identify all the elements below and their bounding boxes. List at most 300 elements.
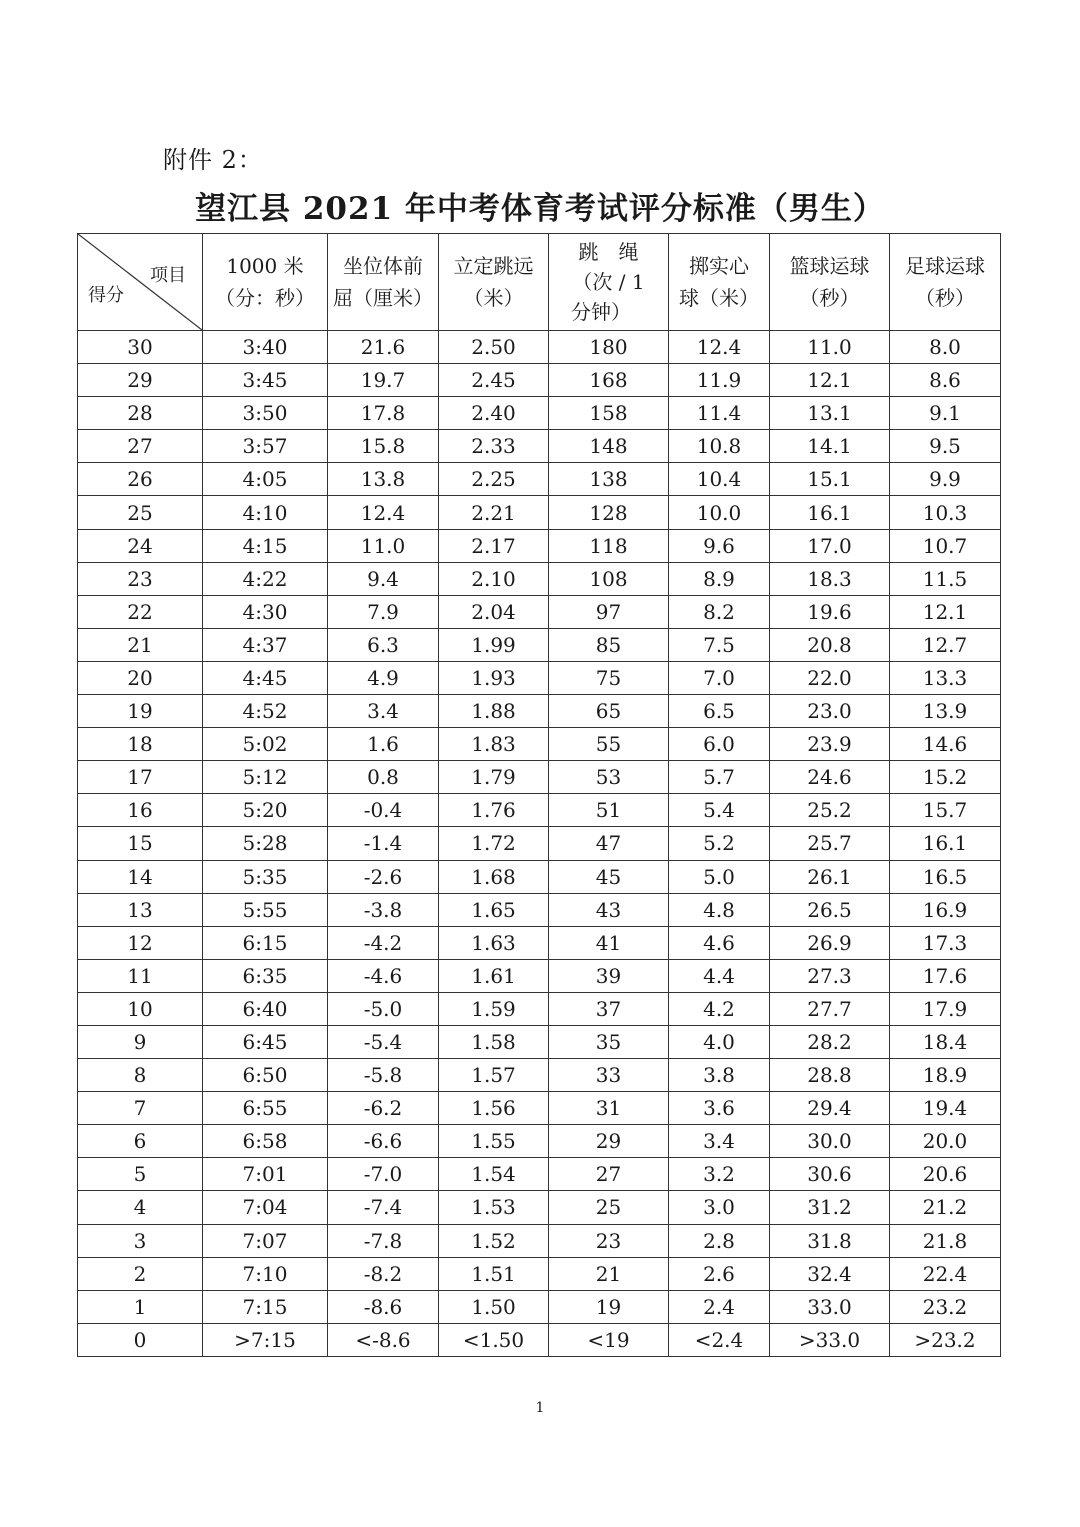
cell-sit-and-reach: 21.6 xyxy=(328,331,439,364)
cell-sit-and-reach: 15.8 xyxy=(328,430,439,463)
table-row xyxy=(78,992,1001,1025)
cell-basketball-dribble: 24.6 xyxy=(770,761,890,794)
cell-standing-long-jump: 1.93 xyxy=(439,661,549,694)
cell-run-1000m: 4:52 xyxy=(203,695,328,728)
cell-medicine-ball: 4.4 xyxy=(669,959,770,992)
cell-score: 27 xyxy=(78,430,203,463)
cell-score: 6 xyxy=(78,1125,203,1158)
cell-sit-and-reach: -5.0 xyxy=(328,992,439,1025)
cell-score: 28 xyxy=(78,397,203,430)
cell-basketball-dribble: 26.9 xyxy=(770,926,890,959)
cell-medicine-ball: 7.0 xyxy=(669,661,770,694)
cell-rope-skipping: 108 xyxy=(549,562,669,595)
cell-football-dribble: 17.9 xyxy=(890,992,1001,1025)
cell-score: 5 xyxy=(78,1158,203,1191)
cell-rope-skipping: 158 xyxy=(549,397,669,430)
table-header-row xyxy=(78,234,1001,331)
cell-basketball-dribble: 18.3 xyxy=(770,562,890,595)
cell-score: 17 xyxy=(78,761,203,794)
cell-standing-long-jump: 1.76 xyxy=(439,794,549,827)
cell-football-dribble: 16.1 xyxy=(890,827,1001,860)
cell-medicine-ball: 4.0 xyxy=(669,1025,770,1058)
document-title: 望江县 2021 年中考体育考试评分标准（男生） xyxy=(195,191,885,227)
cell-basketball-dribble: 23.0 xyxy=(770,695,890,728)
header-line: 立定跳远 xyxy=(453,254,534,278)
header-sit-and-reach xyxy=(328,234,439,331)
cell-medicine-ball: 3.6 xyxy=(669,1092,770,1125)
cell-rope-skipping: 33 xyxy=(549,1059,669,1092)
cell-score: 8 xyxy=(78,1059,203,1092)
cell-football-dribble: 10.3 xyxy=(890,496,1001,529)
cell-score: 19 xyxy=(78,695,203,728)
table-row xyxy=(78,794,1001,827)
cell-basketball-dribble: 16.1 xyxy=(770,496,890,529)
cell-medicine-ball: 5.4 xyxy=(669,794,770,827)
cell-standing-long-jump: 1.61 xyxy=(439,959,549,992)
cell-medicine-ball: 3.0 xyxy=(669,1191,770,1224)
cell-run-1000m: 7:07 xyxy=(203,1224,328,1257)
cell-sit-and-reach: -0.4 xyxy=(328,794,439,827)
cell-run-1000m: 4:10 xyxy=(203,496,328,529)
cell-sit-and-reach: 12.4 xyxy=(328,496,439,529)
cell-football-dribble: >23.2 xyxy=(890,1323,1001,1356)
cell-score: 9 xyxy=(78,1025,203,1058)
cell-standing-long-jump: 2.04 xyxy=(439,595,549,628)
cell-score: 18 xyxy=(78,728,203,761)
cell-football-dribble: 17.3 xyxy=(890,926,1001,959)
cell-run-1000m: 3:57 xyxy=(203,430,328,463)
cell-basketball-dribble: 30.6 xyxy=(770,1158,890,1191)
cell-run-1000m: 6:15 xyxy=(203,926,328,959)
table-row xyxy=(78,860,1001,893)
header-line: （次 / 1 xyxy=(572,270,645,294)
cell-score: 2 xyxy=(78,1257,203,1290)
cell-sit-and-reach: -6.2 xyxy=(328,1092,439,1125)
cell-score: 1 xyxy=(78,1290,203,1323)
cell-sit-and-reach: 13.8 xyxy=(328,463,439,496)
cell-football-dribble: 12.1 xyxy=(890,595,1001,628)
cell-run-1000m: 5:02 xyxy=(203,728,328,761)
cell-sit-and-reach: 7.9 xyxy=(328,595,439,628)
cell-medicine-ball: 4.2 xyxy=(669,992,770,1025)
cell-rope-skipping: 37 xyxy=(549,992,669,1025)
cell-standing-long-jump: 1.53 xyxy=(439,1191,549,1224)
cell-standing-long-jump: 2.17 xyxy=(439,529,549,562)
cell-run-1000m: 3:50 xyxy=(203,397,328,430)
cell-sit-and-reach: 1.6 xyxy=(328,728,439,761)
cell-sit-and-reach: -5.8 xyxy=(328,1059,439,1092)
cell-run-1000m: 3:40 xyxy=(203,331,328,364)
cell-score: 16 xyxy=(78,794,203,827)
cell-rope-skipping: 180 xyxy=(549,331,669,364)
cell-medicine-ball: 10.0 xyxy=(669,496,770,529)
cell-score: 0 xyxy=(78,1323,203,1356)
cell-basketball-dribble: 28.2 xyxy=(770,1025,890,1058)
header-line: 坐位体前 xyxy=(343,254,423,278)
cell-sit-and-reach: -2.6 xyxy=(328,860,439,893)
cell-rope-skipping: 97 xyxy=(549,595,669,628)
cell-score: 21 xyxy=(78,628,203,661)
cell-basketball-dribble: 20.8 xyxy=(770,628,890,661)
table-row xyxy=(78,695,1001,728)
header-1000m xyxy=(203,234,328,331)
scoring-standard-table xyxy=(77,233,1001,1357)
cell-medicine-ball: 8.9 xyxy=(669,562,770,595)
cell-sit-and-reach: -3.8 xyxy=(328,893,439,926)
cell-medicine-ball: 6.0 xyxy=(669,728,770,761)
header-line: （秒） xyxy=(799,286,860,310)
cell-rope-skipping: 21 xyxy=(549,1257,669,1290)
cell-run-1000m: 4:15 xyxy=(203,529,328,562)
table-body xyxy=(78,331,1001,1357)
table-row xyxy=(78,529,1001,562)
cell-rope-skipping: 51 xyxy=(549,794,669,827)
cell-football-dribble: 18.4 xyxy=(890,1025,1001,1058)
cell-medicine-ball: 5.2 xyxy=(669,827,770,860)
cell-medicine-ball: 11.4 xyxy=(669,397,770,430)
cell-basketball-dribble: 26.1 xyxy=(770,860,890,893)
cell-run-1000m: 6:35 xyxy=(203,959,328,992)
cell-football-dribble: 18.9 xyxy=(890,1059,1001,1092)
header-rope-skipping xyxy=(549,234,669,331)
cell-football-dribble: 9.5 xyxy=(890,430,1001,463)
cell-score: 7 xyxy=(78,1092,203,1125)
header-line: 跳 绳 xyxy=(578,240,639,264)
table-row xyxy=(78,1025,1001,1058)
cell-run-1000m: 3:45 xyxy=(203,364,328,397)
cell-football-dribble: 16.9 xyxy=(890,893,1001,926)
cell-football-dribble: 11.5 xyxy=(890,562,1001,595)
cell-rope-skipping: 47 xyxy=(549,827,669,860)
table-row xyxy=(78,1257,1001,1290)
header-line: 足球运球 xyxy=(905,254,985,278)
cell-standing-long-jump: 2.33 xyxy=(439,430,549,463)
cell-standing-long-jump: 1.50 xyxy=(439,1290,549,1323)
cell-football-dribble: 20.6 xyxy=(890,1158,1001,1191)
corner-score-label: 得分 xyxy=(88,285,124,306)
table-row xyxy=(78,496,1001,529)
cell-basketball-dribble: 12.1 xyxy=(770,364,890,397)
cell-run-1000m: 4:45 xyxy=(203,661,328,694)
cell-medicine-ball: 5.7 xyxy=(669,761,770,794)
cell-rope-skipping: 31 xyxy=(549,1092,669,1125)
cell-run-1000m: 6:58 xyxy=(203,1125,328,1158)
table-row xyxy=(78,959,1001,992)
table-row xyxy=(78,331,1001,364)
cell-medicine-ball: 2.6 xyxy=(669,1257,770,1290)
cell-run-1000m: 7:04 xyxy=(203,1191,328,1224)
cell-standing-long-jump: 1.72 xyxy=(439,827,549,860)
cell-run-1000m: 7:15 xyxy=(203,1290,328,1323)
table-row xyxy=(78,926,1001,959)
cell-basketball-dribble: 11.0 xyxy=(770,331,890,364)
table-row xyxy=(78,595,1001,628)
table-row xyxy=(78,628,1001,661)
cell-sit-and-reach: 9.4 xyxy=(328,562,439,595)
header-football-dribble xyxy=(890,234,1001,331)
cell-run-1000m: 6:50 xyxy=(203,1059,328,1092)
cell-football-dribble: 9.9 xyxy=(890,463,1001,496)
cell-football-dribble: 9.1 xyxy=(890,397,1001,430)
cell-football-dribble: 15.7 xyxy=(890,794,1001,827)
table-row xyxy=(78,397,1001,430)
cell-score: 20 xyxy=(78,661,203,694)
cell-medicine-ball: 12.4 xyxy=(669,331,770,364)
cell-run-1000m: 5:28 xyxy=(203,827,328,860)
cell-basketball-dribble: 14.1 xyxy=(770,430,890,463)
cell-rope-skipping: 138 xyxy=(549,463,669,496)
cell-football-dribble: 23.2 xyxy=(890,1290,1001,1323)
header-standing-long-jump xyxy=(439,234,549,331)
header-medicine-ball-throw xyxy=(669,234,770,331)
cell-football-dribble: 22.4 xyxy=(890,1257,1001,1290)
cell-sit-and-reach: -6.6 xyxy=(328,1125,439,1158)
cell-football-dribble: 17.6 xyxy=(890,959,1001,992)
cell-score: 26 xyxy=(78,463,203,496)
cell-run-1000m: 4:05 xyxy=(203,463,328,496)
cell-medicine-ball: 3.8 xyxy=(669,1059,770,1092)
header-line: 球（米） xyxy=(679,286,759,310)
cell-rope-skipping: 85 xyxy=(549,628,669,661)
table-row xyxy=(78,1125,1001,1158)
cell-rope-skipping: 53 xyxy=(549,761,669,794)
header-line: 篮球运球 xyxy=(789,254,870,278)
cell-rope-skipping: 39 xyxy=(549,959,669,992)
cell-basketball-dribble: 27.3 xyxy=(770,959,890,992)
cell-sit-and-reach: 17.8 xyxy=(328,397,439,430)
cell-score: 4 xyxy=(78,1191,203,1224)
cell-sit-and-reach: 3.4 xyxy=(328,695,439,728)
cell-score: 10 xyxy=(78,992,203,1025)
cell-football-dribble: 8.0 xyxy=(890,331,1001,364)
cell-standing-long-jump: 2.25 xyxy=(439,463,549,496)
cell-run-1000m: 5:12 xyxy=(203,761,328,794)
cell-football-dribble: 10.7 xyxy=(890,529,1001,562)
cell-sit-and-reach: 0.8 xyxy=(328,761,439,794)
cell-standing-long-jump: 1.51 xyxy=(439,1257,549,1290)
cell-basketball-dribble: 30.0 xyxy=(770,1125,890,1158)
cell-medicine-ball: 4.8 xyxy=(669,893,770,926)
cell-rope-skipping: 118 xyxy=(549,529,669,562)
cell-football-dribble: 8.6 xyxy=(890,364,1001,397)
cell-standing-long-jump: 2.45 xyxy=(439,364,549,397)
cell-rope-skipping: 25 xyxy=(549,1191,669,1224)
table-row xyxy=(78,1191,1001,1224)
table-row xyxy=(78,1224,1001,1257)
cell-run-1000m: 4:22 xyxy=(203,562,328,595)
cell-basketball-dribble: 19.6 xyxy=(770,595,890,628)
cell-football-dribble: 13.3 xyxy=(890,661,1001,694)
corner-header-cell xyxy=(78,234,203,331)
cell-standing-long-jump: 1.52 xyxy=(439,1224,549,1257)
cell-sit-and-reach: 6.3 xyxy=(328,628,439,661)
cell-rope-skipping: <19 xyxy=(549,1323,669,1356)
cell-medicine-ball: 2.8 xyxy=(669,1224,770,1257)
cell-rope-skipping: 43 xyxy=(549,893,669,926)
header-line: 屈（厘米） xyxy=(333,286,433,310)
cell-score: 15 xyxy=(78,827,203,860)
annex-label: 附件 2： xyxy=(163,146,263,174)
cell-basketball-dribble: 15.1 xyxy=(770,463,890,496)
cell-standing-long-jump: 1.59 xyxy=(439,992,549,1025)
header-line: 掷实心 xyxy=(689,254,749,278)
cell-rope-skipping: 75 xyxy=(549,661,669,694)
cell-standing-long-jump: 1.79 xyxy=(439,761,549,794)
table-row xyxy=(78,661,1001,694)
cell-standing-long-jump: 1.58 xyxy=(439,1025,549,1058)
cell-medicine-ball: <2.4 xyxy=(669,1323,770,1356)
table-row xyxy=(78,1323,1001,1356)
cell-sit-and-reach: -5.4 xyxy=(328,1025,439,1058)
cell-medicine-ball: 2.4 xyxy=(669,1290,770,1323)
cell-standing-long-jump: 1.54 xyxy=(439,1158,549,1191)
cell-medicine-ball: 11.9 xyxy=(669,364,770,397)
cell-score: 24 xyxy=(78,529,203,562)
cell-standing-long-jump: 1.83 xyxy=(439,728,549,761)
cell-rope-skipping: 41 xyxy=(549,926,669,959)
cell-basketball-dribble: 17.0 xyxy=(770,529,890,562)
cell-run-1000m: 6:40 xyxy=(203,992,328,1025)
cell-score: 23 xyxy=(78,562,203,595)
cell-medicine-ball: 5.0 xyxy=(669,860,770,893)
cell-basketball-dribble: 26.5 xyxy=(770,893,890,926)
cell-score: 3 xyxy=(78,1224,203,1257)
cell-medicine-ball: 10.4 xyxy=(669,463,770,496)
cell-sit-and-reach: -8.6 xyxy=(328,1290,439,1323)
cell-run-1000m: 7:01 xyxy=(203,1158,328,1191)
cell-score: 12 xyxy=(78,926,203,959)
cell-rope-skipping: 19 xyxy=(549,1290,669,1323)
cell-sit-and-reach: -1.4 xyxy=(328,827,439,860)
header-line: 分钟） xyxy=(571,300,631,324)
cell-basketball-dribble: 31.8 xyxy=(770,1224,890,1257)
cell-football-dribble: 19.4 xyxy=(890,1092,1001,1125)
cell-rope-skipping: 45 xyxy=(549,860,669,893)
cell-standing-long-jump: <1.50 xyxy=(439,1323,549,1356)
cell-sit-and-reach: -4.2 xyxy=(328,926,439,959)
cell-football-dribble: 14.6 xyxy=(890,728,1001,761)
cell-standing-long-jump: 2.21 xyxy=(439,496,549,529)
cell-sit-and-reach: 11.0 xyxy=(328,529,439,562)
cell-football-dribble: 21.2 xyxy=(890,1191,1001,1224)
cell-football-dribble: 13.9 xyxy=(890,695,1001,728)
table-row xyxy=(78,364,1001,397)
cell-basketball-dribble: 23.9 xyxy=(770,728,890,761)
cell-score: 29 xyxy=(78,364,203,397)
cell-sit-and-reach: 19.7 xyxy=(328,364,439,397)
cell-sit-and-reach: -7.8 xyxy=(328,1224,439,1257)
cell-medicine-ball: 8.2 xyxy=(669,595,770,628)
header-line: 1000 米 xyxy=(226,254,304,278)
cell-basketball-dribble: 28.8 xyxy=(770,1059,890,1092)
cell-football-dribble: 20.0 xyxy=(890,1125,1001,1158)
header-line: （分：秒） xyxy=(215,286,315,310)
cell-basketball-dribble: 29.4 xyxy=(770,1092,890,1125)
cell-medicine-ball: 10.8 xyxy=(669,430,770,463)
table-row xyxy=(78,827,1001,860)
cell-rope-skipping: 65 xyxy=(549,695,669,728)
cell-rope-skipping: 27 xyxy=(549,1158,669,1191)
cell-football-dribble: 21.8 xyxy=(890,1224,1001,1257)
cell-standing-long-jump: 1.65 xyxy=(439,893,549,926)
cell-run-1000m: 6:45 xyxy=(203,1025,328,1058)
cell-sit-and-reach: 4.9 xyxy=(328,661,439,694)
header-line: （米） xyxy=(463,286,524,310)
cell-run-1000m: 7:10 xyxy=(203,1257,328,1290)
cell-rope-skipping: 23 xyxy=(549,1224,669,1257)
cell-medicine-ball: 9.6 xyxy=(669,529,770,562)
cell-sit-and-reach: -7.0 xyxy=(328,1158,439,1191)
cell-sit-and-reach: -8.2 xyxy=(328,1257,439,1290)
cell-standing-long-jump: 2.40 xyxy=(439,397,549,430)
table-row xyxy=(78,562,1001,595)
cell-run-1000m: 6:55 xyxy=(203,1092,328,1125)
cell-rope-skipping: 55 xyxy=(549,728,669,761)
cell-score: 30 xyxy=(78,331,203,364)
cell-medicine-ball: 6.5 xyxy=(669,695,770,728)
table-row xyxy=(78,1059,1001,1092)
cell-football-dribble: 12.7 xyxy=(890,628,1001,661)
cell-rope-skipping: 29 xyxy=(549,1125,669,1158)
header-basketball-dribble xyxy=(770,234,890,331)
cell-standing-long-jump: 1.88 xyxy=(439,695,549,728)
cell-medicine-ball: 7.5 xyxy=(669,628,770,661)
cell-score: 25 xyxy=(78,496,203,529)
cell-standing-long-jump: 1.56 xyxy=(439,1092,549,1125)
cell-rope-skipping: 35 xyxy=(549,1025,669,1058)
cell-standing-long-jump: 1.63 xyxy=(439,926,549,959)
cell-standing-long-jump: 1.55 xyxy=(439,1125,549,1158)
cell-sit-and-reach: -4.6 xyxy=(328,959,439,992)
cell-score: 11 xyxy=(78,959,203,992)
cell-basketball-dribble: 32.4 xyxy=(770,1257,890,1290)
cell-basketball-dribble: 25.7 xyxy=(770,827,890,860)
cell-medicine-ball: 3.2 xyxy=(669,1158,770,1191)
cell-basketball-dribble: >33.0 xyxy=(770,1323,890,1356)
corner-item-label: 项目 xyxy=(150,265,186,286)
cell-run-1000m: 4:37 xyxy=(203,628,328,661)
cell-sit-and-reach: -7.4 xyxy=(328,1191,439,1224)
table-row xyxy=(78,1158,1001,1191)
cell-basketball-dribble: 13.1 xyxy=(770,397,890,430)
cell-medicine-ball: 3.4 xyxy=(669,1125,770,1158)
cell-football-dribble: 15.2 xyxy=(890,761,1001,794)
cell-basketball-dribble: 25.2 xyxy=(770,794,890,827)
cell-run-1000m: 5:20 xyxy=(203,794,328,827)
cell-standing-long-jump: 1.68 xyxy=(439,860,549,893)
cell-rope-skipping: 128 xyxy=(549,496,669,529)
table-row xyxy=(78,430,1001,463)
cell-basketball-dribble: 22.0 xyxy=(770,661,890,694)
table-row xyxy=(78,1092,1001,1125)
cell-run-1000m: >7:15 xyxy=(203,1323,328,1356)
cell-score: 14 xyxy=(78,860,203,893)
page-number: 1 xyxy=(535,1400,545,1416)
cell-score: 22 xyxy=(78,595,203,628)
cell-standing-long-jump: 2.10 xyxy=(439,562,549,595)
cell-run-1000m: 5:35 xyxy=(203,860,328,893)
cell-basketball-dribble: 31.2 xyxy=(770,1191,890,1224)
header-line: （秒） xyxy=(915,286,975,310)
table-row xyxy=(78,1290,1001,1323)
cell-rope-skipping: 148 xyxy=(549,430,669,463)
cell-basketball-dribble: 33.0 xyxy=(770,1290,890,1323)
cell-football-dribble: 16.5 xyxy=(890,860,1001,893)
cell-medicine-ball: 4.6 xyxy=(669,926,770,959)
table-row xyxy=(78,893,1001,926)
table-row xyxy=(78,761,1001,794)
cell-run-1000m: 5:55 xyxy=(203,893,328,926)
